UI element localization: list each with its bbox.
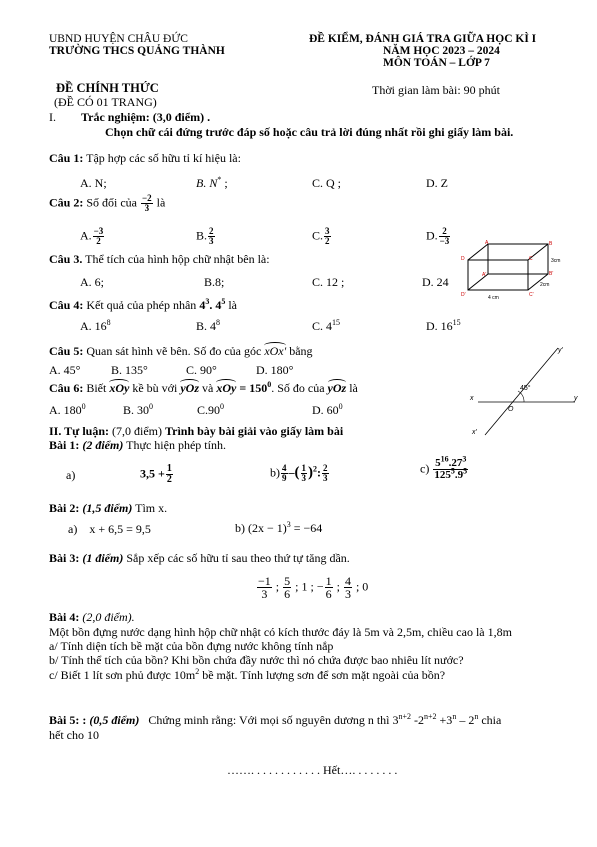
cuboid-figure	[458, 240, 570, 306]
vertex-B: B	[549, 241, 553, 247]
exercise-4	[49, 611, 135, 625]
q2-option-b: B. $\frac{2}{3}$	[196, 226, 214, 246]
org-name: UBND HUYỆN CHÂU ĐỨC	[49, 33, 188, 45]
q3-option-b: B.8;	[204, 275, 225, 289]
b4-line-4: c/ Biết 1 lít sơn phủ được $10m^2$ bề mặt. Tính lượng sơn để sơn mặt ngoài của bồn?	[49, 667, 446, 682]
q5-tail: bằng	[289, 344, 313, 358]
width-label: 2cm	[540, 282, 550, 288]
vertex-D1: D'	[461, 292, 466, 298]
school-year: NĂM HỌC 2023 – 2024	[383, 45, 500, 57]
q2-option-d: D. $\frac{2}{-3}$	[426, 226, 450, 246]
q5-angle: xOx'	[264, 344, 287, 358]
part2-heading	[49, 425, 343, 439]
vertex-C1: C'	[529, 292, 534, 298]
label-x: x	[470, 395, 474, 402]
b1-c-expression: c) $\frac{5^{16}.27^3}{125^5.9^5}$	[420, 454, 468, 481]
q2-option-a: A. $\frac{-3}{2}$	[80, 226, 104, 246]
label-y1: y'	[558, 347, 563, 354]
q6-value: = $150^0$	[239, 380, 272, 395]
q6-option-b: B. $30^0$	[123, 402, 154, 417]
vertex-A: A	[485, 240, 489, 246]
exercise-5: Bài 5: : (0,5 điểm) Chứng minh rằng: Với mọi số nguyên dương n thì $3^{n+2}$ $-2^{n+2} +3^n - 2^n$ chia	[49, 712, 502, 727]
exercise-2	[49, 502, 167, 516]
q4-option-a: A. $16^8$	[80, 318, 111, 333]
end-mark: ……. . . . . . . . . . . . Hết…. . . . . . . .	[227, 763, 398, 777]
school-name: TRƯỜNG THCS QUẢNG THÀNH	[49, 45, 225, 57]
angle-figure	[460, 340, 580, 440]
q6-label: Câu 6:	[49, 381, 84, 395]
b5-points: (0,5 điểm)	[89, 713, 140, 727]
subject: MÔN TOÁN – LỚP 7	[383, 57, 490, 69]
label-O: O	[508, 406, 514, 413]
b4-points: (2,0 điểm).	[82, 610, 135, 624]
length-label: 4 cm	[488, 295, 499, 301]
official-label: ĐỀ CHÍNH THỨC	[56, 81, 159, 95]
pages-label: (ĐỀ CÓ 01 TRANG)	[54, 95, 157, 109]
vertex-A1: A'	[482, 272, 487, 278]
q5-label: Câu 5:	[49, 344, 84, 358]
time-label: Thời gian làm bài: 90 phút	[372, 83, 500, 97]
b2-b: b) $(2x - 1)^3 = -64$	[235, 520, 323, 535]
q4-text: Kết quả của phép nhân	[86, 298, 197, 312]
label-x1: x'	[472, 429, 477, 436]
question-1	[49, 152, 241, 166]
b2-text: Tìm x.	[135, 501, 168, 515]
q1-option-c: C. Q ;	[312, 176, 342, 190]
q1-label: Câu 1:	[49, 151, 84, 165]
b1-b-expression: b) $\frac{4}{9}$ –( $\frac{1}{3}$ )$^2$: $\frac{2}{3}$	[270, 463, 328, 483]
part2-title: II. Tự luận:	[49, 424, 110, 438]
b5-line-2: hết cho 10	[49, 728, 99, 742]
part2-points: (7,0 điểm)	[112, 424, 163, 438]
b4-label: Bài 4:	[49, 610, 80, 624]
q6-option-c: $C.90^0$	[197, 402, 225, 417]
q4-option-b: B. $4^8$	[196, 318, 221, 333]
angle-label: 45°	[520, 385, 531, 392]
q1-b-text: B. N	[196, 176, 218, 190]
q1-b-end: ;	[224, 176, 228, 190]
question-2	[49, 194, 165, 213]
exercise-1	[49, 439, 226, 453]
part1-heading	[49, 111, 210, 125]
b3-numbers: $\frac{-1}{3}$ ; $\frac{5}{6}$ ; 1 ; − $\frac{1}{6}$ ; $\frac{4}{3}$ ; 0	[258, 574, 369, 601]
question-4	[49, 299, 237, 313]
b3-label: Bài 3:	[49, 551, 80, 565]
vertex-C: C	[529, 256, 533, 262]
q6-t5: . Số đo của	[271, 381, 325, 395]
exam-title: ĐỀ KIỂM, ĐÁNH GIÁ TRA GIỮA HỌC KÌ I	[309, 33, 537, 45]
q6-t1: Biết	[86, 381, 107, 395]
b1-label: Bài 1:	[49, 438, 80, 452]
q3-option-c: C. 12 ;	[312, 275, 345, 289]
q6-t2: kề bù với	[132, 381, 178, 395]
q2-option-c: C. $\frac{3}{2}$	[312, 226, 330, 246]
q4-option-d: D. $16^{15}$	[426, 318, 461, 333]
q5-option-c: C. 90°	[186, 363, 217, 377]
q6-t3: và	[202, 381, 214, 395]
q3-option-a: A. 6;	[80, 275, 104, 289]
q6-option-d: D. $60^0$	[312, 402, 343, 417]
q2-tail: là	[156, 195, 166, 210]
q4-label: Câu 4:	[49, 298, 84, 312]
b2-label: Bài 2:	[49, 501, 80, 515]
b5-label: Bài 5:	[49, 713, 80, 727]
q6-angle-yoz: yOz	[180, 381, 200, 395]
q3-label: Câu 3.	[49, 252, 83, 266]
q6-angle-xoy-2: xOy	[216, 381, 237, 395]
b4-line-2: a/ Tính diện tích bề mặt của bồn đựng nước không tính nắp	[49, 639, 334, 653]
q6-t6: là	[349, 381, 358, 395]
question-5	[49, 345, 313, 359]
vertex-D: D	[461, 256, 465, 262]
q6-angle-xoy: xOy	[109, 381, 130, 395]
b2-points: (1,5 điểm)	[82, 501, 133, 515]
q1-option-b	[196, 177, 228, 191]
b3-points: (1 điểm)	[82, 551, 124, 565]
b5-text: Chứng minh rằng: Với mọi số nguyên dương n thì $3^{n+2}$ $-2^{n+2} +3^n - 2^n$ chia	[148, 712, 502, 727]
question-6	[49, 382, 358, 396]
b1-points: (2 điểm)	[82, 438, 124, 452]
front-face	[468, 260, 528, 290]
b1-text: Thực hiện phép tính.	[126, 438, 226, 452]
label-y: y	[574, 395, 578, 402]
b4-line-1: Một bồn đựng nước dạng hình hộp chữ nhật có kích thước đáy là 5m và 2,5m, chiều cao là 1,8m	[49, 625, 512, 639]
exercise-3	[49, 552, 350, 566]
q1-option-d: D. Z	[426, 176, 448, 190]
q3-option-d: D. 24	[422, 275, 449, 289]
back-face	[488, 244, 548, 274]
b4-line-3: b/ Tính thể tích của bồn? Khi bồn chứa đầy nước thì nó chứa được bao nhiêu lít nước?	[49, 653, 464, 667]
q6-angle-yoz-2: yOz	[327, 381, 347, 395]
height-label: 3cm	[551, 258, 561, 264]
q2-label: Câu 2:	[49, 195, 84, 210]
q6-option-a: A. $180^0$	[49, 402, 86, 417]
q5-option-d: D. 180°	[256, 363, 294, 377]
part1-title: Trắc nghiệm: (3,0 điểm) .	[81, 110, 211, 124]
b1-b-label: b)	[270, 465, 280, 480]
vertex-B1: B'	[549, 271, 554, 277]
question-3	[49, 253, 270, 267]
q5-option-b: B. 135°	[111, 363, 148, 377]
q4-option-c: C. $4^{15}$	[312, 318, 341, 333]
b2-a: a) x + 6,5 = 9,5	[68, 522, 151, 536]
q1-option-a: A. N;	[80, 176, 107, 190]
q4-tail: là	[228, 298, 237, 312]
q3-text: Thể tích của hình hộp chữ nhật bên là:	[85, 252, 270, 266]
part1-instruction: Chọn chữ cái đứng trước đáp số hoặc câu trả lời đúng nhất rồi ghi giấy làm bài.	[105, 125, 514, 139]
b1-c-label: c)	[420, 461, 430, 476]
q4-expression: $4^3$. $4^5$	[199, 297, 226, 312]
q1-text: Tập hợp các số hữu tỉ kí hiệu là:	[86, 151, 241, 165]
q5-option-a: A. 45°	[49, 363, 81, 377]
part2-text: Trình bày bài giải vào giấy làm bài	[165, 424, 344, 438]
q1-b-sup: *	[217, 175, 222, 184]
b1-a-expression: 3,5 + $\frac{1}{2}$	[140, 463, 172, 485]
q5-text: Quan sát hình vẽ bên. Số đo của góc	[86, 344, 262, 358]
b3-text: Sắp xếp các số hữu tỉ sau theo thứ tự tăng dần.	[126, 551, 350, 565]
q2-fraction: $\frac{-2}{3}$	[142, 193, 152, 213]
b1-a-label: a)	[66, 468, 76, 482]
part1-number: I.	[49, 110, 56, 124]
q2-text: Số đối của	[86, 195, 138, 210]
